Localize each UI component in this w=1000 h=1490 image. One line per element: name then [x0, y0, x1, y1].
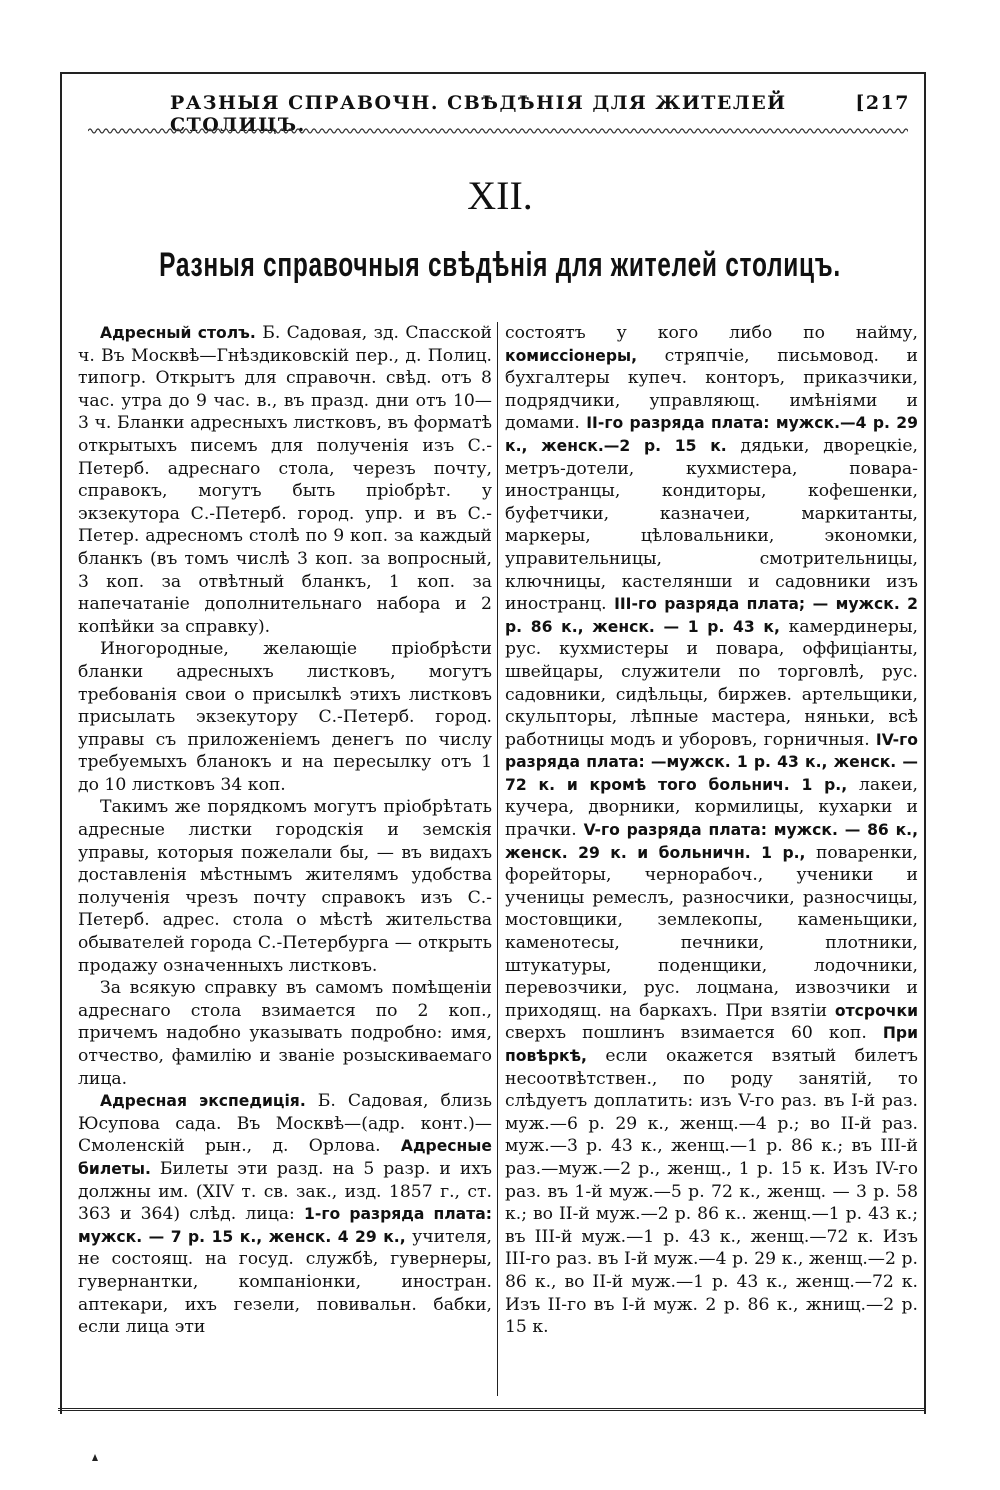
bold-term: IV-го разряда плата: —мужск. 1 р. 43 к., женск. — 72 к. и кромѣ того больнич. 1 р.,: [505, 730, 918, 794]
chapter-title: Разныя справочныя свѣдѣнія для жителей столицъ.: [159, 246, 841, 284]
bottom-rule: [58, 1408, 924, 1411]
bold-term: 1-го разряда плата: мужск. — 7 р. 15 к., женск. 4 29 к.,: [78, 1205, 493, 1246]
wavy-rule: [88, 126, 908, 136]
bold-term: комиссіонеры,: [505, 346, 638, 365]
bold-term: II-го разряда плата: мужск.—4 р. 29 к., женск.—2 р. 15 к.: [505, 414, 918, 455]
paragraph-text: состоятъ у кого либо по найму,: [505, 323, 918, 343]
paragraph-text: если окажется взятый билетъ несоотвѣтствен., по роду занятій, то слѣдуетъ доплатить: изъ V-го раз. въ I-й раз. муж.—6 р. 29 к., женщ.—4 р.; во II-й раз. муж.—3 р. 43 к., женщ.—1 р. 86 к.; въ III-й раз.—муж.—2 р., женщ., 1 р. 15 к. Изъ IV-го раз. въ 1-й муж.—5 р. 72 к., женщ. — 3 р. 58 к.; во II-й муж.—2 р. 86 к.. женщ.—1 р. 43 к.; въ III-й муж.—1 р. 43 к., женщ.—72 к. Изъ III-го раз. въ I-й муж.—4 р. 29 к., женщ.—2 р. 86 к., во II-й муж.—1 р. 43 к., женщ.—72 к. Изъ II-го въ I-й муж. 2 р. 86 к., жнищ.—2 р. 15 к.: [505, 1046, 918, 1338]
column-divider: [497, 322, 498, 1396]
paragraph-text: камердинеры, рус. кухмистеры и повара, оффиціанты, швейцары, служители по торговлѣ, рус. садовники, сидѣльцы, биржев. артельщики, скульпторы, лѣпные мастера, няньки, всѣ работницы модъ и уборовъ, горничныя.: [505, 616, 918, 750]
paragraph-text: учителя, не состоящ. на госуд. службѣ, гувернеры, гувернантки, компаніонки, иностран. аптекари, ихъ гезели, повивальн. бабки, если лица эти: [78, 1226, 492, 1338]
right-column: [505, 322, 918, 1339]
left-column: [78, 322, 492, 1339]
paragraph-address-table: [78, 322, 492, 638]
bold-term: Адресные билеты.: [78, 1137, 492, 1178]
chapter-number: XII.: [467, 173, 533, 218]
paragraph-each-inquiry: За всякую справку въ самомъ помѣщеніи адреснаго стола взимается по 2 коп., причемъ надобно указывать подробно: имя, отчество, фамилію и званіе розыскиваемаго лица.: [78, 978, 492, 1089]
bold-term: III-го разряда плата; — мужск. 2 р. 86 к., женск. — 1 р. 43 к,: [505, 595, 919, 636]
bold-lead: Адресный столъ.: [100, 324, 256, 342]
bold-term: отсрочки: [834, 1001, 918, 1020]
running-title: РАЗНЫЯ СПРАВОЧН. СВѢДѢНІЯ ДЛЯ ЖИТЕЛЕЙ СТОЛИЦЪ.: [170, 92, 787, 136]
bold-term: При повѣркѣ,: [505, 1024, 918, 1065]
page-number: [217: [855, 92, 910, 114]
paragraph-same-order: Такимъ же порядкомъ могутъ пріобрѣтать адресные листки городскія и земскія управы, которыя пожелали бы, — въ видахъ доставленія мѣстнымъ жителямъ удобства полученія чрезъ почту справокъ изъ С.-Петерб. адрес. стола о мѣстѣ жительства обывателей города С.-Петербурга — открыть продажу означенныхъ листковъ.: [78, 797, 492, 976]
paragraph-text: Б. Садовая, близь Юсупова сада. Въ Москвѣ—(адр. конт.)—Смоленскій рын., д. Орлова.: [78, 1091, 492, 1157]
paragraph-continuation: [505, 322, 918, 1339]
paragraph-text: поваренки, форейторы, чернорабоч., ученики и ученицы ремеслъ, разносчики, разносчицы, мостовщики, землекопы, каменьщики, каменотесы, печники, плотники, штукатуры, поденщики, лодочники, перевозчики, рус. лоцмана, извозчики и приходящ. на баркахъ. При взятіи: [505, 842, 918, 1021]
bold-lead: Адресная экспедиція.: [100, 1092, 306, 1111]
paragraph-text: Билеты эти разд. на 5 разр. и ихъ должны им. (XIV т. св. зак., изд. 1857 г., ст. 363 и 364) слѣд. лица:: [78, 1158, 492, 1225]
paragraph-text: дядьки, дворецкіе, метръ-дотели, кухмистера, повара-иностранцы, кондиторы, кофешенки, буфетчики, казначеи, маркитанты, маркеры, цѣловальники, экономки, управительницы, смотрительницы, ключницы, кастелянши и садовники изъ иностранц.: [505, 435, 918, 615]
paragraph-out-of-town: Иногородные, желающіе пріобрѣсти бланки адресныхъ листковъ, могутъ требованія свои о присылкѣ этихъ листковъ присылать экзекутору С.-Петерб. город. управы съ приложеніемъ денегъ по числу требуемыхъ бланокъ и на пересылку отъ 1 до 10 листковъ 34 коп.: [78, 639, 492, 795]
paragraph-text: сверхъ пошлинъ взимается 60 коп.: [505, 1023, 883, 1044]
bold-term: V-го разряда плата: мужск. — 86 к., женск. 29 к. и больничн. 1 р.,: [505, 821, 919, 862]
ink-mark-icon: [90, 1452, 100, 1462]
paragraph-text: Б. Садовая, зд. Спасской ч. Въ Москвѣ—Гнѣздиковскій пер., д. Полиц. типогр. Открытъ для справочн. свѣд. отъ 8 час. утра до 9 час. в., въ празд. дни отъ 10—3 ч. Бланки адресныхъ листковъ, въ форматѣ открытыхъ писемъ для полученія изъ С.-Петерб. адреснаго стола, черезъ почту, справокъ, могутъ быть пріобрѣт. у экзекутора С.-Петерб. город. упр. и въ С.-Петер. адресномъ столѣ по 9 коп. за каждый бланкъ (въ томъ числѣ 3 коп. за вопросный, 3 коп. за отвѣтный бланкъ, 1 коп. за напечатаніе дополнительнаго набора и 2 копѣйки за справку).: [78, 323, 493, 637]
paragraph-text: стряпчіе, письмовод. и бухгалтеры купеч. конторъ, приказчики, подрядчики, управляющ. имѣніями и домами.: [505, 345, 918, 434]
paragraph-address-expedition: [78, 1090, 492, 1339]
paragraph-text: лакеи, кучера, дворники, кормилицы, кухарки и прачки.: [505, 774, 918, 841]
